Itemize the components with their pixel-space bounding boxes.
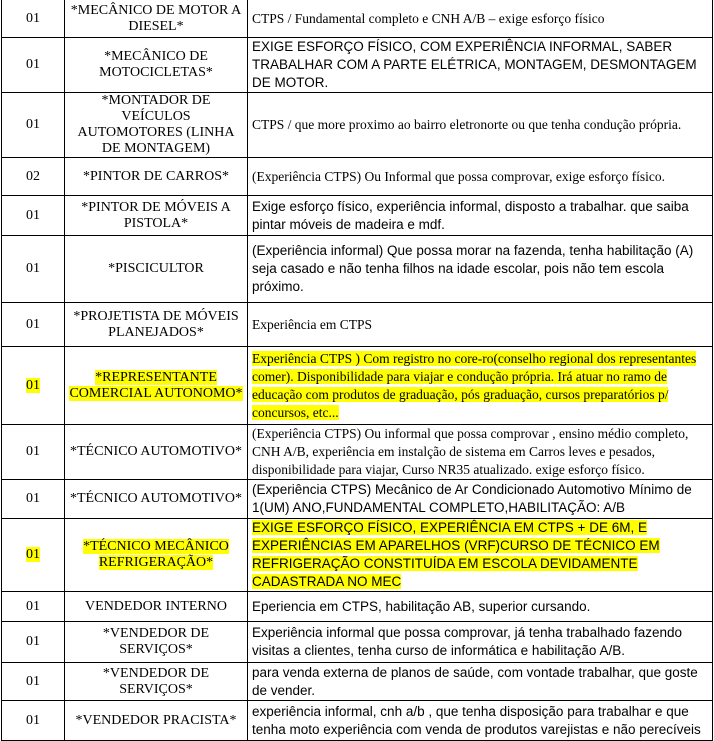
role-cell: *PROJETISTA DE MÓVEIS PLANEJADOS* [65,303,248,347]
table-row [2,196,713,236]
requirements-cell: (Experiência CTPS) Ou informal que possa comprovar , ensino médio completo, CNH A/B, experiência em instalção de sistema em Carros leves e pesados, disponibilidade para viajar, Curso NR35 atualizado. exige esforço físico. [248,425,713,480]
requirements-cell: experiência informal, cnh a/b , que tenha disposição para trabalhar e que tenha moto experiência com venda de produtos varejistas e não perecíveis [248,701,713,741]
role-cell: *PINTOR DE CARROS* [65,158,248,196]
requirements-cell: (Experiência CTPS) Mecânico de Ar Condicionado Automotivo Mínimo de 1(UM) ANO,FUNDAMENTAL COMPLETO,HABILITAÇÃO: A/B [248,480,713,519]
role-cell: *TÉCNICO AUTOMOTIVO* [65,480,248,519]
role-highlight: *REPRESENTANTE COMERCIAL AUTONOMO* [69,369,243,401]
requirements-highlight: EXIGE ESFORÇO FÍSICO, EXPERIÊNCIA EM CTPS + DE 6M, E EXPERIÊNCIAS EM APARELHOS (VRF)CURSO DE TÉCNICO EM REFRIGERAÇÃO CONSTITUÍDA EM ESCOLA DEVIDAMENTE CADASTRADA NO MEC [252,520,660,589]
qty-cell: 01 [2,663,65,701]
qty-cell: 02 [2,158,65,196]
requirements-cell: CTPS / que more proximo ao bairro eletronorte ou que tenha condução própria. [248,93,713,158]
table-row [2,425,713,480]
requirements-cell: (Experiência CTPS) Ou Informal que possa comprovar, exige esforço físico. [248,158,713,196]
table-row [2,347,713,425]
role-highlight: *TÉCNICO MECÂNICO REFRIGERAÇÃO* [83,539,229,570]
role-cell: *MONTADOR DE VEÍCULOS AUTOMOTORES (LINHA DE MONTAGEM) [65,93,248,158]
table-row [2,158,713,196]
requirements-cell: EXIGE ESFORÇO FÍSICO, COM EXPERIÊNCIA INFORMAL, SABER TRABALHAR COM A PARTE ELÉTRICA, MONTAGEM, DESMONTAGEM DE MOTOR. [248,38,713,93]
table-row [2,303,713,347]
table-row [2,480,713,519]
qty-cell [2,347,65,425]
role-cell: *VENDEDOR DE SERVIÇOS* [65,622,248,663]
table-row [2,0,713,38]
qty-cell: 01 [2,38,65,93]
requirements-highlight: Experiência CTPS ) Com registro no core-ro(conselho regional dos representantes comer). Disponibilidade para viajar e condução própria. Irá atuar no ramo de educação com produtos de graduação, pós graduação, cursos preparatórios p/ concursos, etc... [252,350,697,420]
qty-cell: 01 [2,236,65,303]
qty-highlight: 01 [26,377,40,393]
table-row [2,519,713,592]
table-row [2,592,713,622]
qty-cell: 01 [2,701,65,741]
role-cell: *PINTOR DE MÓVEIS A PISTOLA* [65,196,248,236]
job-vacancies-table [1,0,713,741]
role-cell: *VENDEDOR PRACISTA* [65,701,248,741]
requirements-cell [248,519,713,592]
table-row [2,663,713,701]
table-row [2,93,713,158]
qty-cell: 01 [2,480,65,519]
requirements-cell: para venda externa de planos de saúde, com vontade trabalhar, que goste de vender. [248,663,713,701]
role-cell: *TÉCNICO AUTOMOTIVO* [65,425,248,480]
requirements-cell: Experiência em CTPS [248,303,713,347]
qty-highlight: 01 [26,547,40,562]
qty-cell: 01 [2,93,65,158]
qty-cell [2,519,65,592]
qty-cell: 01 [2,303,65,347]
requirements-cell: CTPS / Fundamental completo e CNH A/B – exige esforço físico [248,0,713,38]
role-cell: *PISCICULTOR [65,236,248,303]
requirements-cell: (Experiência informal) Que possa morar na fazenda, tenha habilitação (A) seja casado e não tenha filhos na idade escolar, pois não tem escola próximo. [248,236,713,303]
qty-cell: 01 [2,592,65,622]
qty-cell: 01 [2,622,65,663]
role-cell [65,519,248,592]
role-cell: VENDEDOR INTERNO [65,592,248,622]
requirements-cell [248,347,713,425]
role-cell [65,347,248,425]
role-cell: *MECÂNICO DE MOTOR A DIESEL* [65,0,248,38]
table-row [2,622,713,663]
requirements-cell: Exige esforço físico, experiência informal, disposto a trabalhar. que saiba pintar móveis de madeira e mdf. [248,196,713,236]
qty-cell: 01 [2,196,65,236]
qty-cell: 01 [2,0,65,38]
table-row [2,236,713,303]
table-row [2,38,713,93]
requirements-cell: Eperiencia em CTPS, habilitação AB, superior cursando. [248,592,713,622]
table-row [2,701,713,741]
qty-cell: 01 [2,425,65,480]
role-cell: *VENDEDOR DE SERVIÇOS* [65,663,248,701]
role-cell: *MECÂNICO DE MOTOCICLETAS* [65,38,248,93]
requirements-cell: Experiência informal que possa comprovar, já tenha trabalhado fazendo visitas a clientes, tenha curso de informática e habilitação A/B. [248,622,713,663]
